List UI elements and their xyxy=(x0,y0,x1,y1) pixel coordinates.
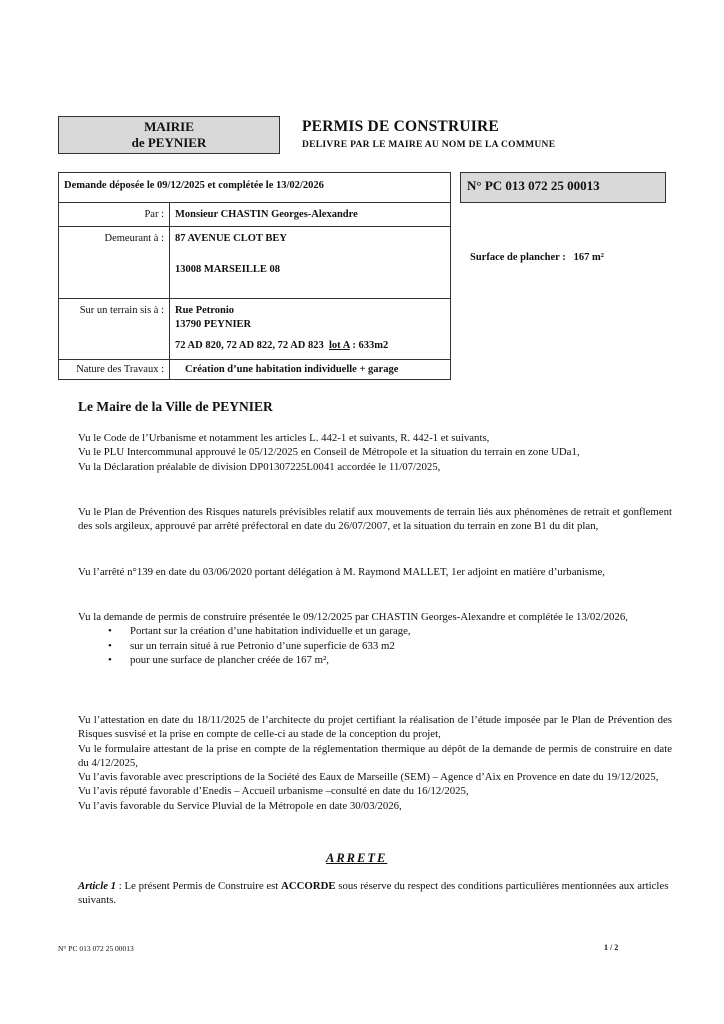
vu-line: Vu la demande de permis de construire présentée le 09/12/2025 par CHASTIN Georges-Alexandre et complétée le 13/02/2026, xyxy=(78,611,628,623)
page-number: 1 / 2 xyxy=(604,943,619,952)
arrete-heading: ARRETE xyxy=(326,851,388,865)
vu-line: Vu l’avis favorable du Service Pluvial de la Métropole en date 30/03/2026, xyxy=(78,799,402,812)
par-label: Par : xyxy=(144,209,164,220)
nature-value: Création d’une habitation individuelle + garage xyxy=(185,364,399,375)
par-value: Monsieur CHASTIN Georges-Alexandre xyxy=(175,209,358,220)
surface-value: 167 m² xyxy=(573,252,604,263)
surface-row xyxy=(470,252,604,263)
vu-line: Vu le PLU Intercommunal approuvé le 05/12/2025 en Conseil de Métropole et la situation du terrain en zone UDa1, xyxy=(78,446,580,459)
article-1-text-end: sous réserve du respect des conditions particulières mentionnées aux articles suivants. xyxy=(78,880,669,906)
footer-reference: N° PC 013 072 25 00013 xyxy=(58,944,134,953)
vu-line: Vu le Code de l’Urbanisme et notamment les articles L. 442-1 et suivants, R. 442-1 et suivants, xyxy=(78,432,490,444)
mairie-line2: de PEYNIER xyxy=(131,135,207,150)
demeurant-line1: 87 AVENUE CLOT BEY xyxy=(175,233,287,244)
demeurant-line2: 13008 MARSEILLE 08 xyxy=(175,264,281,275)
terrain-line1: Rue Petronio xyxy=(175,305,235,316)
vu-paragraph-5 xyxy=(78,713,672,813)
vu-line: Vu la Déclaration préalable de division DP01307225L0041 accordée le 11/07/2025, xyxy=(78,460,441,473)
surface-label: Surface de plancher : xyxy=(470,252,566,263)
page-subtitle: DELIVRE PAR LE MAIRE AU NOM DE LA COMMUNE xyxy=(302,140,556,150)
vu-line: Vu l’arrêté n°139 en date du 03/06/2020 portant délégation à M. Raymond MALLET, 1er adjoint en matière d’urbanisme, xyxy=(78,566,605,578)
bullet-list xyxy=(78,624,672,667)
list-item: • pour une surface de plancher créée de 167 m², xyxy=(130,653,672,667)
terrain-line2: 13790 PEYNIER xyxy=(175,319,252,330)
vu-paragraph-2 xyxy=(78,505,672,534)
nature-label: Nature des Travaux : xyxy=(76,364,164,375)
vu-line: Vu l’avis favorable avec prescriptions de la Société des Eaux de Marseille (SEM) – Agence d’Aix en Provence en date du 19/12/2025, xyxy=(78,771,659,784)
demande-table xyxy=(58,172,451,380)
article-1-accorde: ACCORDE xyxy=(281,880,336,892)
demeurant-label: Demeurant à : xyxy=(104,233,164,244)
mairie-line1: MAIRIE xyxy=(144,119,194,134)
mairie-box xyxy=(58,116,280,154)
divider xyxy=(169,202,170,379)
article-1 xyxy=(78,879,672,907)
vu-paragraph-1 xyxy=(78,431,672,474)
terrain-area: : 633m2 xyxy=(349,340,389,351)
vu-paragraph-3 xyxy=(78,565,672,579)
list-item: • sur un terrain situé à rue Petronio d’une superficie de 633 m2 xyxy=(130,639,672,653)
terrain-lot: lot A xyxy=(329,340,350,351)
permit-number-box xyxy=(460,172,666,203)
vu-line: Vu le Plan de Prévention des Risques naturels prévisibles relatif aux mouvements de terrain liés aux phénomènes de retrait et gonflement des sols argileux, approuvé par arrêté préfectoral en date du 26/07/2007, et la situation du terrain en zone B1 du dit plan, xyxy=(78,506,672,533)
divider xyxy=(59,298,450,299)
divider xyxy=(59,226,450,227)
divider xyxy=(59,202,450,203)
terrain-parcels: 72 AD 820, 72 AD 822, 72 AD 823 xyxy=(175,340,324,351)
vu-line: Vu l’avis réputé favorable d’Enedis – Accueil urbanisme –consulté en date du 16/12/2025, xyxy=(78,785,469,798)
terrain-parcels-row xyxy=(175,340,388,351)
maire-title: Le Maire de la Ville de PEYNIER xyxy=(78,399,273,414)
demande-header: Demande déposée le 09/12/2025 et complétée le 13/02/2026 xyxy=(64,180,324,191)
article-1-text: : Le présent Permis de Construire est xyxy=(116,880,282,892)
list-item: • Portant sur la création d’une habitation individuelle et un garage, xyxy=(130,624,672,638)
vu-line: Vu le formulaire attestant de la prise en compte de la réglementation thermique au dépôt de la demande de permis de construire en date du 4/12/2025, xyxy=(78,742,672,769)
vu-line: Vu l’attestation en date du 18/11/2025 de l’architecte du projet certifiant la réalisation de l’étude imposée par le Plan de Prévention des Risques susvisé et la prise en compte de celle-ci au stade de la conception du projet, xyxy=(78,714,672,741)
article-1-label: Article 1 xyxy=(78,880,117,892)
terrain-label: Sur un terrain sis à : xyxy=(79,305,164,316)
divider xyxy=(59,359,450,360)
page-title: PERMIS DE CONSTRUIRE xyxy=(302,118,499,135)
permit-number: N° PC 013 072 25 00013 xyxy=(467,178,600,193)
vu-paragraph-4 xyxy=(78,610,672,667)
